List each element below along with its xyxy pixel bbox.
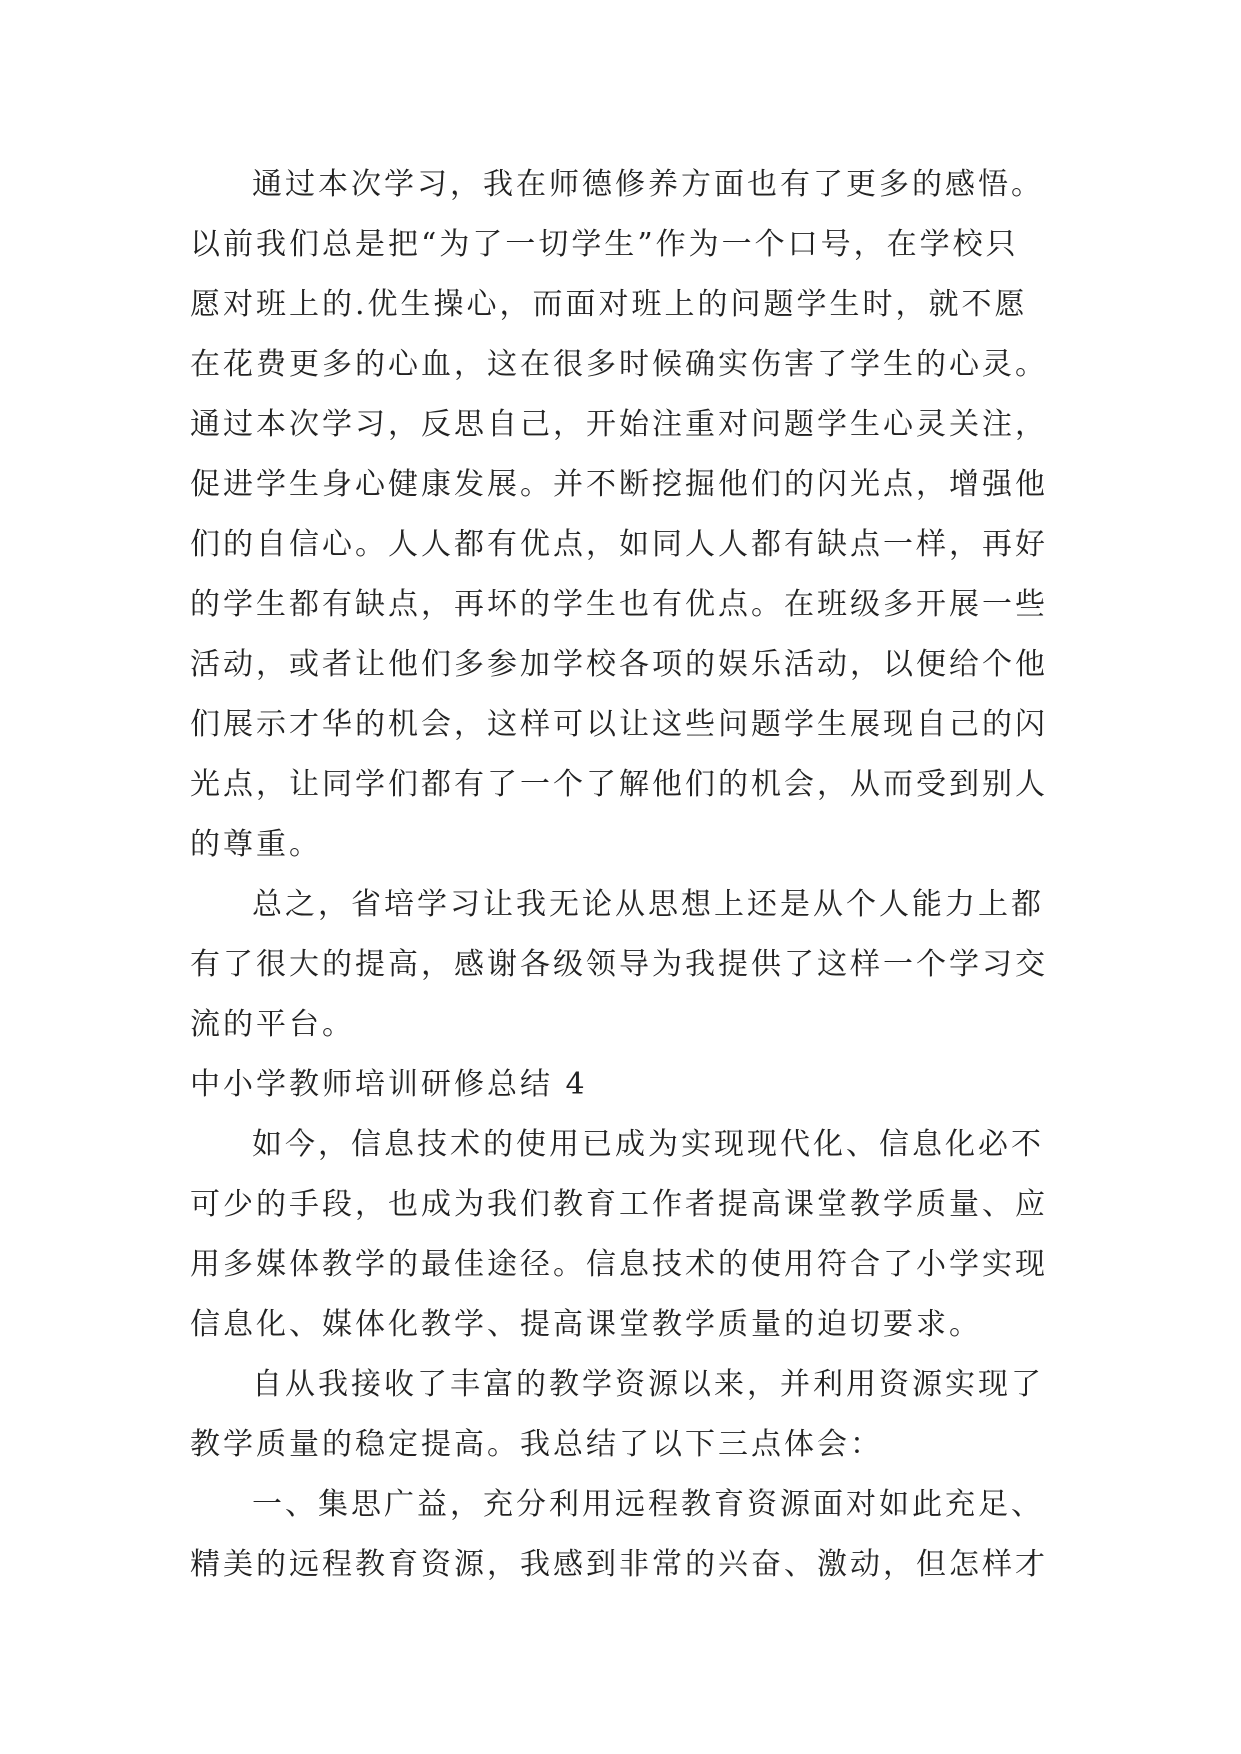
paragraph-line: 一、集思广益，充分利用远程教育资源面对如此充足、: [252, 1487, 1044, 1522]
paragraph-line: 的尊重。: [190, 827, 322, 862]
paragraph-line: 促进学生身心健康发展。并不断挖掘他们的闪光点，增强他: [190, 467, 1048, 502]
paragraph-line: 用多媒体教学的最佳途径。信息技术的使用符合了小学实现: [190, 1247, 1048, 1282]
paragraph-line: 们展示才华的机会，这样可以让这些问题学生展现自己的闪: [190, 707, 1048, 742]
paragraph-line: 光点，让同学们都有了一个了解他们的机会，从而受到别人: [190, 767, 1048, 802]
section-heading: 中小学教师培训研修总结 4: [190, 1067, 588, 1102]
paragraph-line: 通过本次学习，反思自己，开始注重对问题学生心灵关注，: [190, 407, 1048, 442]
paragraph-line: 活动，或者让他们多参加学校各项的娱乐活动，以便给个他: [190, 647, 1048, 682]
paragraph-line: 通过本次学习，我在师德修养方面也有了更多的感悟。: [252, 167, 1044, 202]
paragraph-line: 们的自信心。人人都有优点，如同人人都有缺点一样，再好: [190, 527, 1048, 562]
paragraph-line: 如今，信息技术的使用已成为实现现代化、信息化必不: [252, 1127, 1044, 1162]
paragraph-line: 有了很大的提高，感谢各级领导为我提供了这样一个学习交: [190, 947, 1048, 982]
paragraph-line: 在花费更多的心血，这在很多时候确实伤害了学生的心灵。: [190, 347, 1048, 382]
paragraph-line: 愿对班上的.优生操心，而面对班上的问题学生时，就不愿: [190, 287, 1028, 322]
paragraph-line: 流的平台。: [190, 1007, 355, 1042]
paragraph-line: 信息化、媒体化教学、提高课堂教学质量的迫切要求。: [190, 1307, 982, 1342]
paragraph-line: 的学生都有缺点，再坏的学生也有优点。在班级多开展一些: [190, 587, 1048, 622]
paragraph-line: 总之，省培学习让我无论从思想上还是从个人能力上都: [252, 887, 1044, 922]
paragraph-line: 可少的手段，也成为我们教育工作者提高课堂教学质量、应: [190, 1187, 1048, 1222]
paragraph-line: 自从我接收了丰富的教学资源以来，并利用资源实现了: [252, 1367, 1044, 1402]
paragraph-line: 教学质量的稳定提高。我总结了以下三点体会：: [190, 1427, 883, 1462]
paragraph-line: 精美的远程教育资源，我感到非常的兴奋、激动，但怎样才: [190, 1547, 1048, 1582]
paragraph-line: 以前我们总是把“为了一切学生”作为一个口号，在学校只: [190, 227, 1019, 262]
